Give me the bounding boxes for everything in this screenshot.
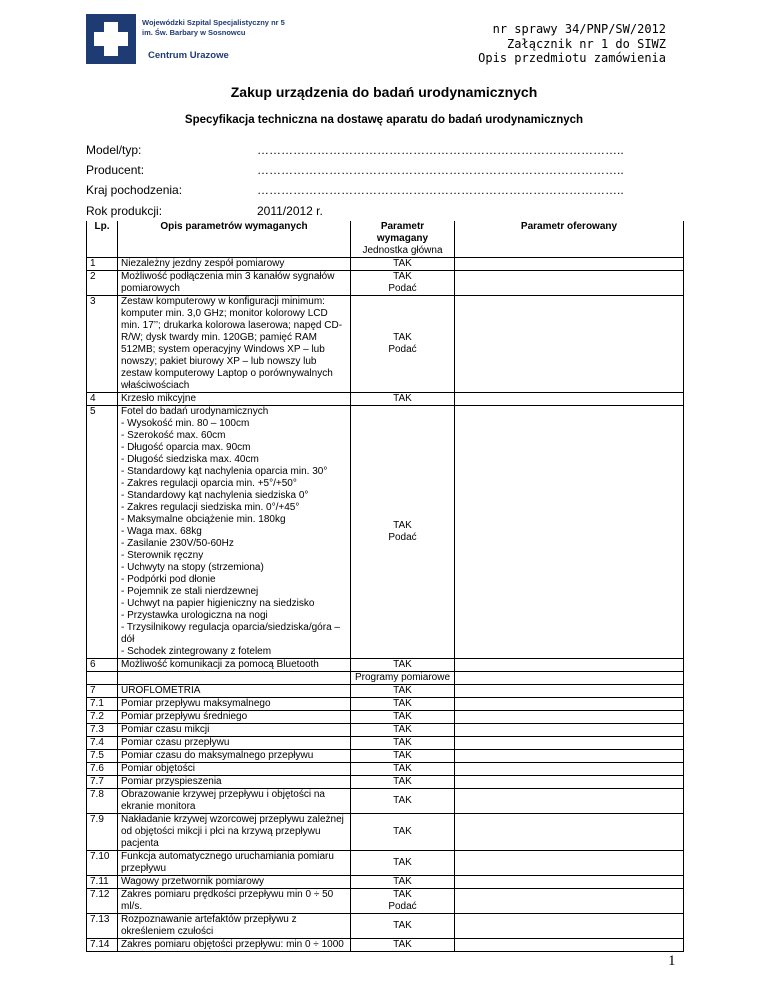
attachment-number: Załącznik nr 1 do SIWZ [507, 36, 666, 51]
table-row [87, 258, 684, 271]
row-offered [455, 939, 684, 952]
row-required: TAK [351, 814, 455, 851]
row-required: TAK [351, 750, 455, 763]
table-row [87, 698, 684, 711]
row-offered [455, 876, 684, 889]
table-row [87, 406, 684, 659]
row-description: Zestaw komputerowy w konfiguracji minimum: komputer min. 3,0 GHz; monitor kolorowy LCD min. 17’’; drukarka kolorowa laserowa; napęd CD-R/W; dysk twardy min. 120GB; pamięć RAM 512MB; system operacyjny Windows XP – lub nowszy; pakiet biurowy XP – lub nowszy lub zestaw komputerowy Laptop o porównywalnych właściwościach [118, 296, 351, 393]
table-row [87, 659, 684, 672]
row-lp: 7.12 [87, 889, 118, 914]
section-programs: Programy pomiarowe [351, 672, 455, 685]
table-row [87, 737, 684, 750]
table-row [87, 393, 684, 406]
row-offered [455, 296, 684, 393]
table-row [87, 789, 684, 814]
row-lp: 7.1 [87, 698, 118, 711]
row-required: TAK [351, 685, 455, 698]
field-label-model: Model/typ: [86, 143, 142, 157]
spec-table [86, 221, 684, 952]
row-offered [455, 685, 684, 698]
row-offered [455, 789, 684, 814]
case-number: nr sprawy 34/PNP/SW/2012 [492, 22, 666, 36]
document-title: Zakup urządzenia do badań urodynamicznych [230, 84, 538, 100]
field-label-year: Rok produkcji: [86, 204, 163, 218]
row-description: Nakładanie krzywej wzorcowej przepływu zależnej od objętości mikcji i płci na krzywą przepływu pacjenta [118, 814, 351, 851]
row-required: TAK Podać [351, 271, 455, 296]
row-offered [455, 776, 684, 789]
row-offered [455, 698, 684, 711]
row-description: Zakres pomiaru objętości przepływu: min 0 ÷ 1000 [118, 939, 351, 952]
hospital-logo [86, 14, 285, 64]
row-offered [455, 724, 684, 737]
row-required: TAK [351, 789, 455, 814]
table-row [87, 296, 684, 393]
row-description: Pomiar czasu przepływu [118, 737, 351, 750]
page-number: 1 [668, 953, 676, 969]
section-main-unit: Jednostka główna [351, 245, 455, 258]
row-description: Rozpoznawanie artefaktów przepływu z określeniem czułości [118, 914, 351, 939]
header-lp: Lp. [87, 221, 118, 245]
row-offered [455, 258, 684, 271]
row-lp: 3 [87, 296, 118, 393]
table-row [87, 876, 684, 889]
row-required: TAK Podać [351, 406, 455, 659]
table-row [87, 914, 684, 939]
row-description: Pomiar przepływu średniego [118, 711, 351, 724]
table-row [87, 711, 684, 724]
row-lp: 7.5 [87, 750, 118, 763]
row-description: Obrazowanie krzywej przepływu i objętości na ekranie monitora [118, 789, 351, 814]
field-value-model: ……………………………………………………………………………….. [257, 143, 624, 157]
table-row [87, 851, 684, 876]
row-description: Fotel do badań urodynamicznych - Wysokość min. 80 – 100cm - Szerokość max. 60cm - Długość oparcia max. 90cm - Długość siedziska max. 40cm - Standardowy kąt nachylenia oparcia min. 30° - Zakres regulacji oparcia min. +5°/+50° - Standardowy kąt nachylenia siedziska 0° - Zakres regulacji siedziska min. 0°/+45° - Maksymalne obciążenie min. 180kg - Waga max. 68kg - Zasilanie 230V/50-60Hz - Sterownik ręczny - Uchwyty na stopy (strzemiona) - Podpórki pod dłonie - Pojemnik ze stali nierdzewnej - Uchwyt na papier higieniczny na siedzisko - Przystawka urologiczna na nogi - Trzysilnikowy regulacja oparcia/siedziska/góra – dół - Schodek zintegrowany z fotelem [118, 406, 351, 659]
row-lp: 7.14 [87, 939, 118, 952]
document-reference [478, 22, 666, 66]
row-offered [455, 763, 684, 776]
row-required: TAK [351, 724, 455, 737]
row-description: Niezależny jezdny zespół pomiarowy [118, 258, 351, 271]
row-description: Pomiar czasu do maksymalnego przepływu [118, 750, 351, 763]
row-description: Możliwość komunikacji za pomocą Bluetooth [118, 659, 351, 672]
row-offered [455, 406, 684, 659]
row-offered [455, 737, 684, 750]
row-lp: 2 [87, 271, 118, 296]
row-description: Zakres pomiaru prędkości przepływu min 0 ÷ 50 ml/s. [118, 889, 351, 914]
row-required: TAK [351, 711, 455, 724]
row-required: TAK [351, 914, 455, 939]
table-row [87, 814, 684, 851]
table-row [87, 724, 684, 737]
row-offered [455, 814, 684, 851]
row-description: Pomiar objętości [118, 763, 351, 776]
row-lp: 7 [87, 685, 118, 698]
row-lp: 7.4 [87, 737, 118, 750]
row-offered [455, 711, 684, 724]
logo-line-1: Wojewódzki Szpital Specjalistyczny nr 5 [142, 18, 285, 27]
row-description: Możliwość podłączenia min 3 kanałów sygnałów pomiarowych [118, 271, 351, 296]
table-row [87, 685, 684, 698]
row-required: TAK [351, 876, 455, 889]
table-row [87, 271, 684, 296]
row-required: TAK [351, 851, 455, 876]
row-offered [455, 914, 684, 939]
row-required: TAK Podać [351, 296, 455, 393]
section-rows-programs [87, 685, 684, 952]
row-lp: 7.9 [87, 814, 118, 851]
row-lp: 6 [87, 659, 118, 672]
row-offered [455, 393, 684, 406]
row-lp: 7.10 [87, 851, 118, 876]
row-offered [455, 271, 684, 296]
table-row [87, 750, 684, 763]
row-lp: 1 [87, 258, 118, 271]
row-lp: 7.3 [87, 724, 118, 737]
logo-line-2: im. Św. Barbary w Sosnowcu [142, 28, 246, 37]
row-lp: 7.6 [87, 763, 118, 776]
row-offered [455, 750, 684, 763]
header-required: Parametr wymagany [351, 221, 455, 245]
row-lp: 7.11 [87, 876, 118, 889]
row-required: TAK [351, 393, 455, 406]
table-row [87, 763, 684, 776]
row-description: UROFLOMETRIA [118, 685, 351, 698]
row-required: TAK Podać [351, 889, 455, 914]
field-label-country: Kraj pochodzenia: [86, 183, 183, 197]
table-row [87, 889, 684, 914]
row-required: TAK [351, 258, 455, 271]
row-description: Pomiar przepływu maksymalnego [118, 698, 351, 711]
table-row [87, 939, 684, 952]
row-description: Pomiar czasu mikcji [118, 724, 351, 737]
row-required: TAK [351, 939, 455, 952]
row-description: Pomiar przyspieszenia [118, 776, 351, 789]
row-offered [455, 659, 684, 672]
row-required: TAK [351, 698, 455, 711]
row-lp: 7.2 [87, 711, 118, 724]
row-description: Wagowy przetwornik pomiarowy [118, 876, 351, 889]
field-value-year: 2011/2012 r. [257, 204, 323, 218]
row-required: TAK [351, 737, 455, 750]
row-required: TAK [351, 763, 455, 776]
field-label-producer: Producent: [86, 163, 145, 177]
header-offered: Parametr oferowany [455, 221, 684, 245]
row-description: Krzesło mikcyjne [118, 393, 351, 406]
attachment-title: Opis przedmiotu zamówienia [478, 51, 666, 65]
header-desc: Opis parametrów wymaganych [118, 221, 351, 245]
row-required: TAK [351, 659, 455, 672]
field-value-country: ……………………………………………………………………………….. [257, 183, 624, 197]
row-required: TAK [351, 776, 455, 789]
table-row [87, 776, 684, 789]
row-lp: 7.8 [87, 789, 118, 814]
medical-cross-icon [86, 14, 136, 64]
row-lp: 4 [87, 393, 118, 406]
row-offered [455, 851, 684, 876]
document-subtitle: Specyfikacja techniczna na dostawę aparatu do badań urodynamicznych [184, 114, 584, 126]
logo-line-3: Centrum Urazowe [148, 50, 229, 61]
row-offered [455, 889, 684, 914]
section-rows-main-unit [87, 258, 684, 672]
row-lp: 5 [87, 406, 118, 659]
row-description: Funkcja automatycznego uruchamiania pomiaru przepływu [118, 851, 351, 876]
row-lp: 7.7 [87, 776, 118, 789]
row-lp: 7.13 [87, 914, 118, 939]
field-value-producer: ……………………………………………………………………………….. [257, 163, 624, 177]
